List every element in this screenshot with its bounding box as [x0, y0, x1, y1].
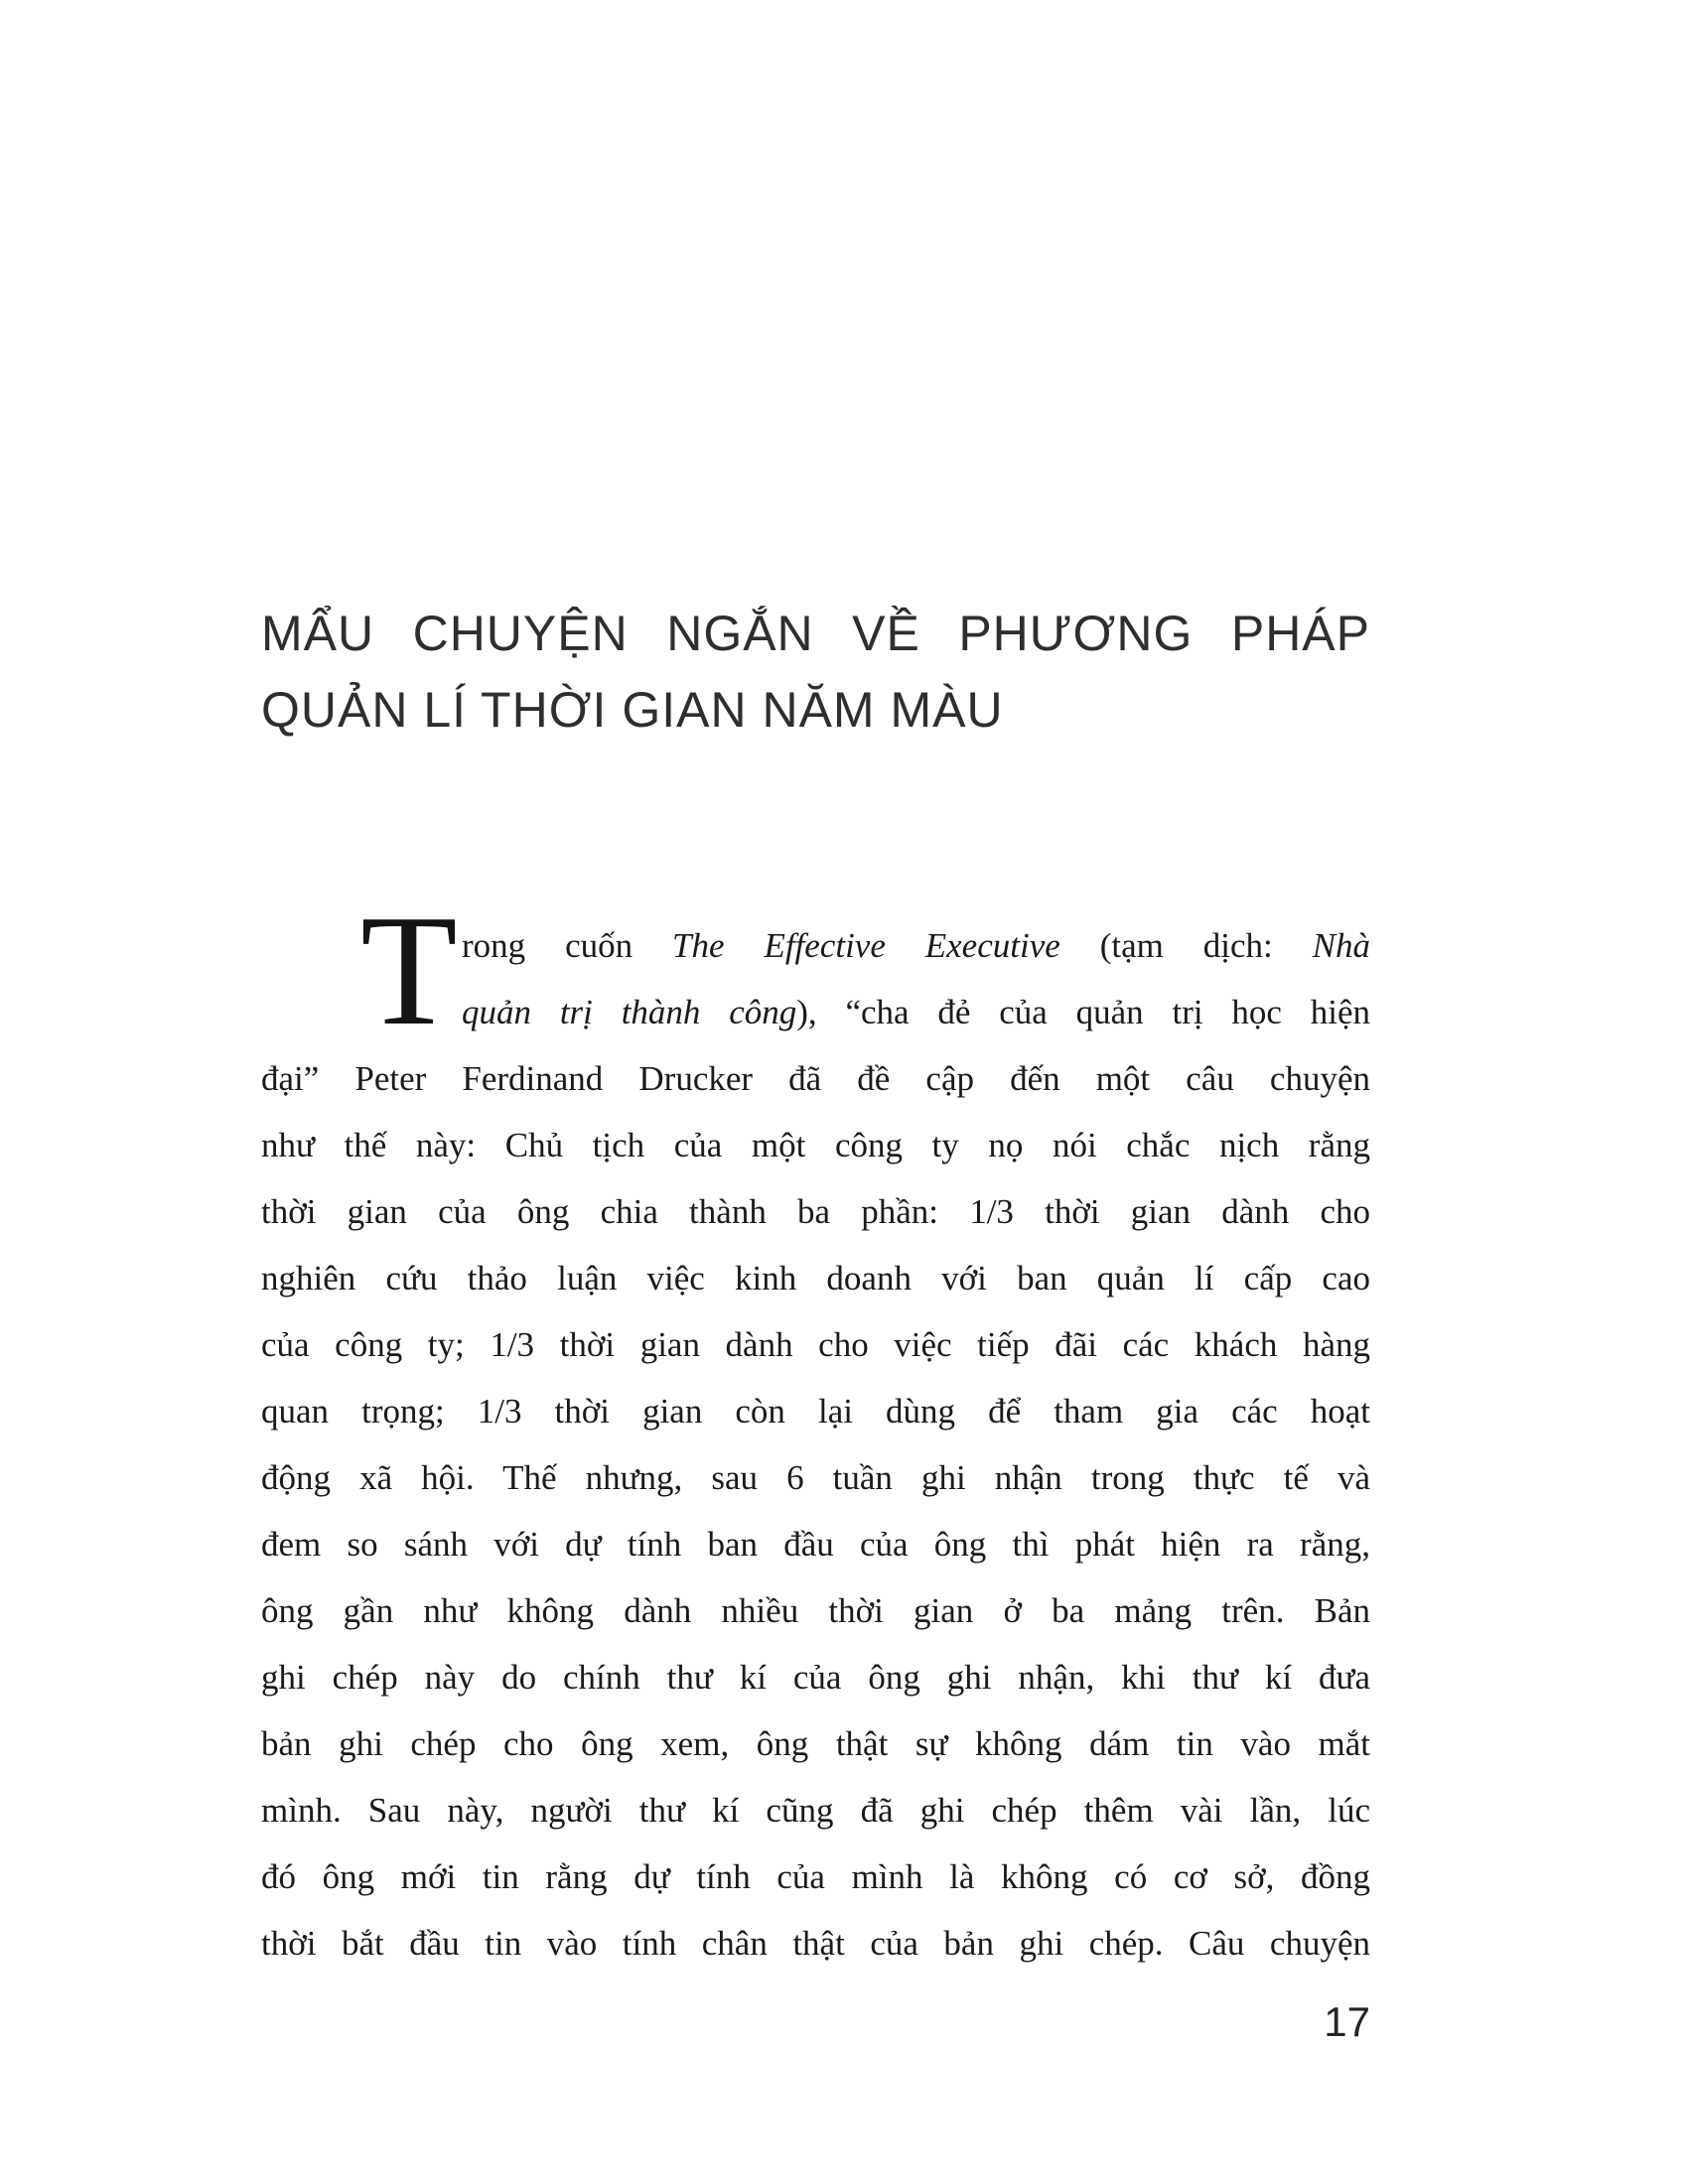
body-text: rong cuốn [462, 926, 673, 965]
page-number: 17 [1324, 1998, 1370, 2045]
body-text: của công ty; 1/3 thời gian dành cho việc tiếp đãi các khách hàng [261, 1325, 1370, 1364]
body-text: đem so sánh với dự tính ban đầu của ông thì phát hiện ra rằng, [261, 1525, 1370, 1564]
body-text: động xã hội. Thế nhưng, sau 6 tuần ghi nhận trong thực tế và [261, 1458, 1370, 1497]
body-line [261, 1378, 1370, 1444]
chapter-title-line-2: QUẢN LÍ THỜI GIAN NĂM MÀU [261, 682, 1004, 738]
body-text: nghiên cứu thảo luận việc kinh doanh với ban quản lí cấp cao [261, 1259, 1370, 1297]
body-text: đó ông mới tin rằng dự tính của mình là không có cơ sở, đồng [261, 1857, 1370, 1896]
body-text-italic: quản trị thành công [462, 993, 797, 1031]
body-line [462, 912, 1370, 979]
body-paragraph [261, 882, 1371, 1977]
body-line [261, 1178, 1370, 1245]
body-text: ông gần như không dành nhiều thời gian ở ba mảng trên. Bản [261, 1591, 1370, 1630]
chapter-heading [261, 596, 1370, 749]
body-line [261, 1910, 1370, 1977]
body-text: bản ghi chép cho ông xem, ông thật sự không dám tin vào mắt [261, 1724, 1370, 1763]
body-text: thời gian của ông chia thành ba phần: 1/3 thời gian dành cho [261, 1192, 1370, 1231]
body-text: ghi chép này do chính thư kí của ông ghi nhận, khi thư kí đưa [261, 1658, 1370, 1697]
body-text: (tạm dịch: [1059, 926, 1313, 965]
body-line [261, 1511, 1370, 1577]
chapter-title-line-1: MẨU CHUYỆN NGẮN VỀ PHƯƠNG PHÁP [261, 606, 1370, 661]
body-line [261, 1710, 1370, 1777]
body-line [261, 1577, 1370, 1644]
body-line [261, 1112, 1370, 1178]
body-line [261, 1311, 1370, 1378]
body-line [261, 1777, 1370, 1843]
body-text: như thế này: Chủ tịch của một công ty nọ nói chắc nịch rằng [261, 1126, 1370, 1164]
body-text-italic: Nhà [1312, 926, 1371, 965]
body-text: ), “cha đẻ của quản trị học hiện [796, 993, 1370, 1031]
drop-cap-letter: T [360, 882, 458, 1058]
body-line [462, 979, 1370, 1045]
body-text: đại” Peter Ferdinand Drucker đã đề cập đến một câu chuyện [261, 1059, 1370, 1098]
text-column [261, 0, 1370, 1977]
body-line [261, 1843, 1370, 1910]
body-line [261, 1444, 1370, 1511]
body-text: thời bắt đầu tin vào tính chân thật của bản ghi chép. Câu chuyện [261, 1924, 1370, 1963]
body-text-italic: The Effective Executive [672, 926, 1060, 965]
body-line [261, 1245, 1370, 1311]
body-line [261, 1644, 1370, 1710]
body-text: mình. Sau này, người thư kí cũng đã ghi chép thêm vài lần, lúc [261, 1791, 1370, 1830]
body-text: quan trọng; 1/3 thời gian còn lại dùng để tham gia các hoạt [261, 1392, 1370, 1431]
